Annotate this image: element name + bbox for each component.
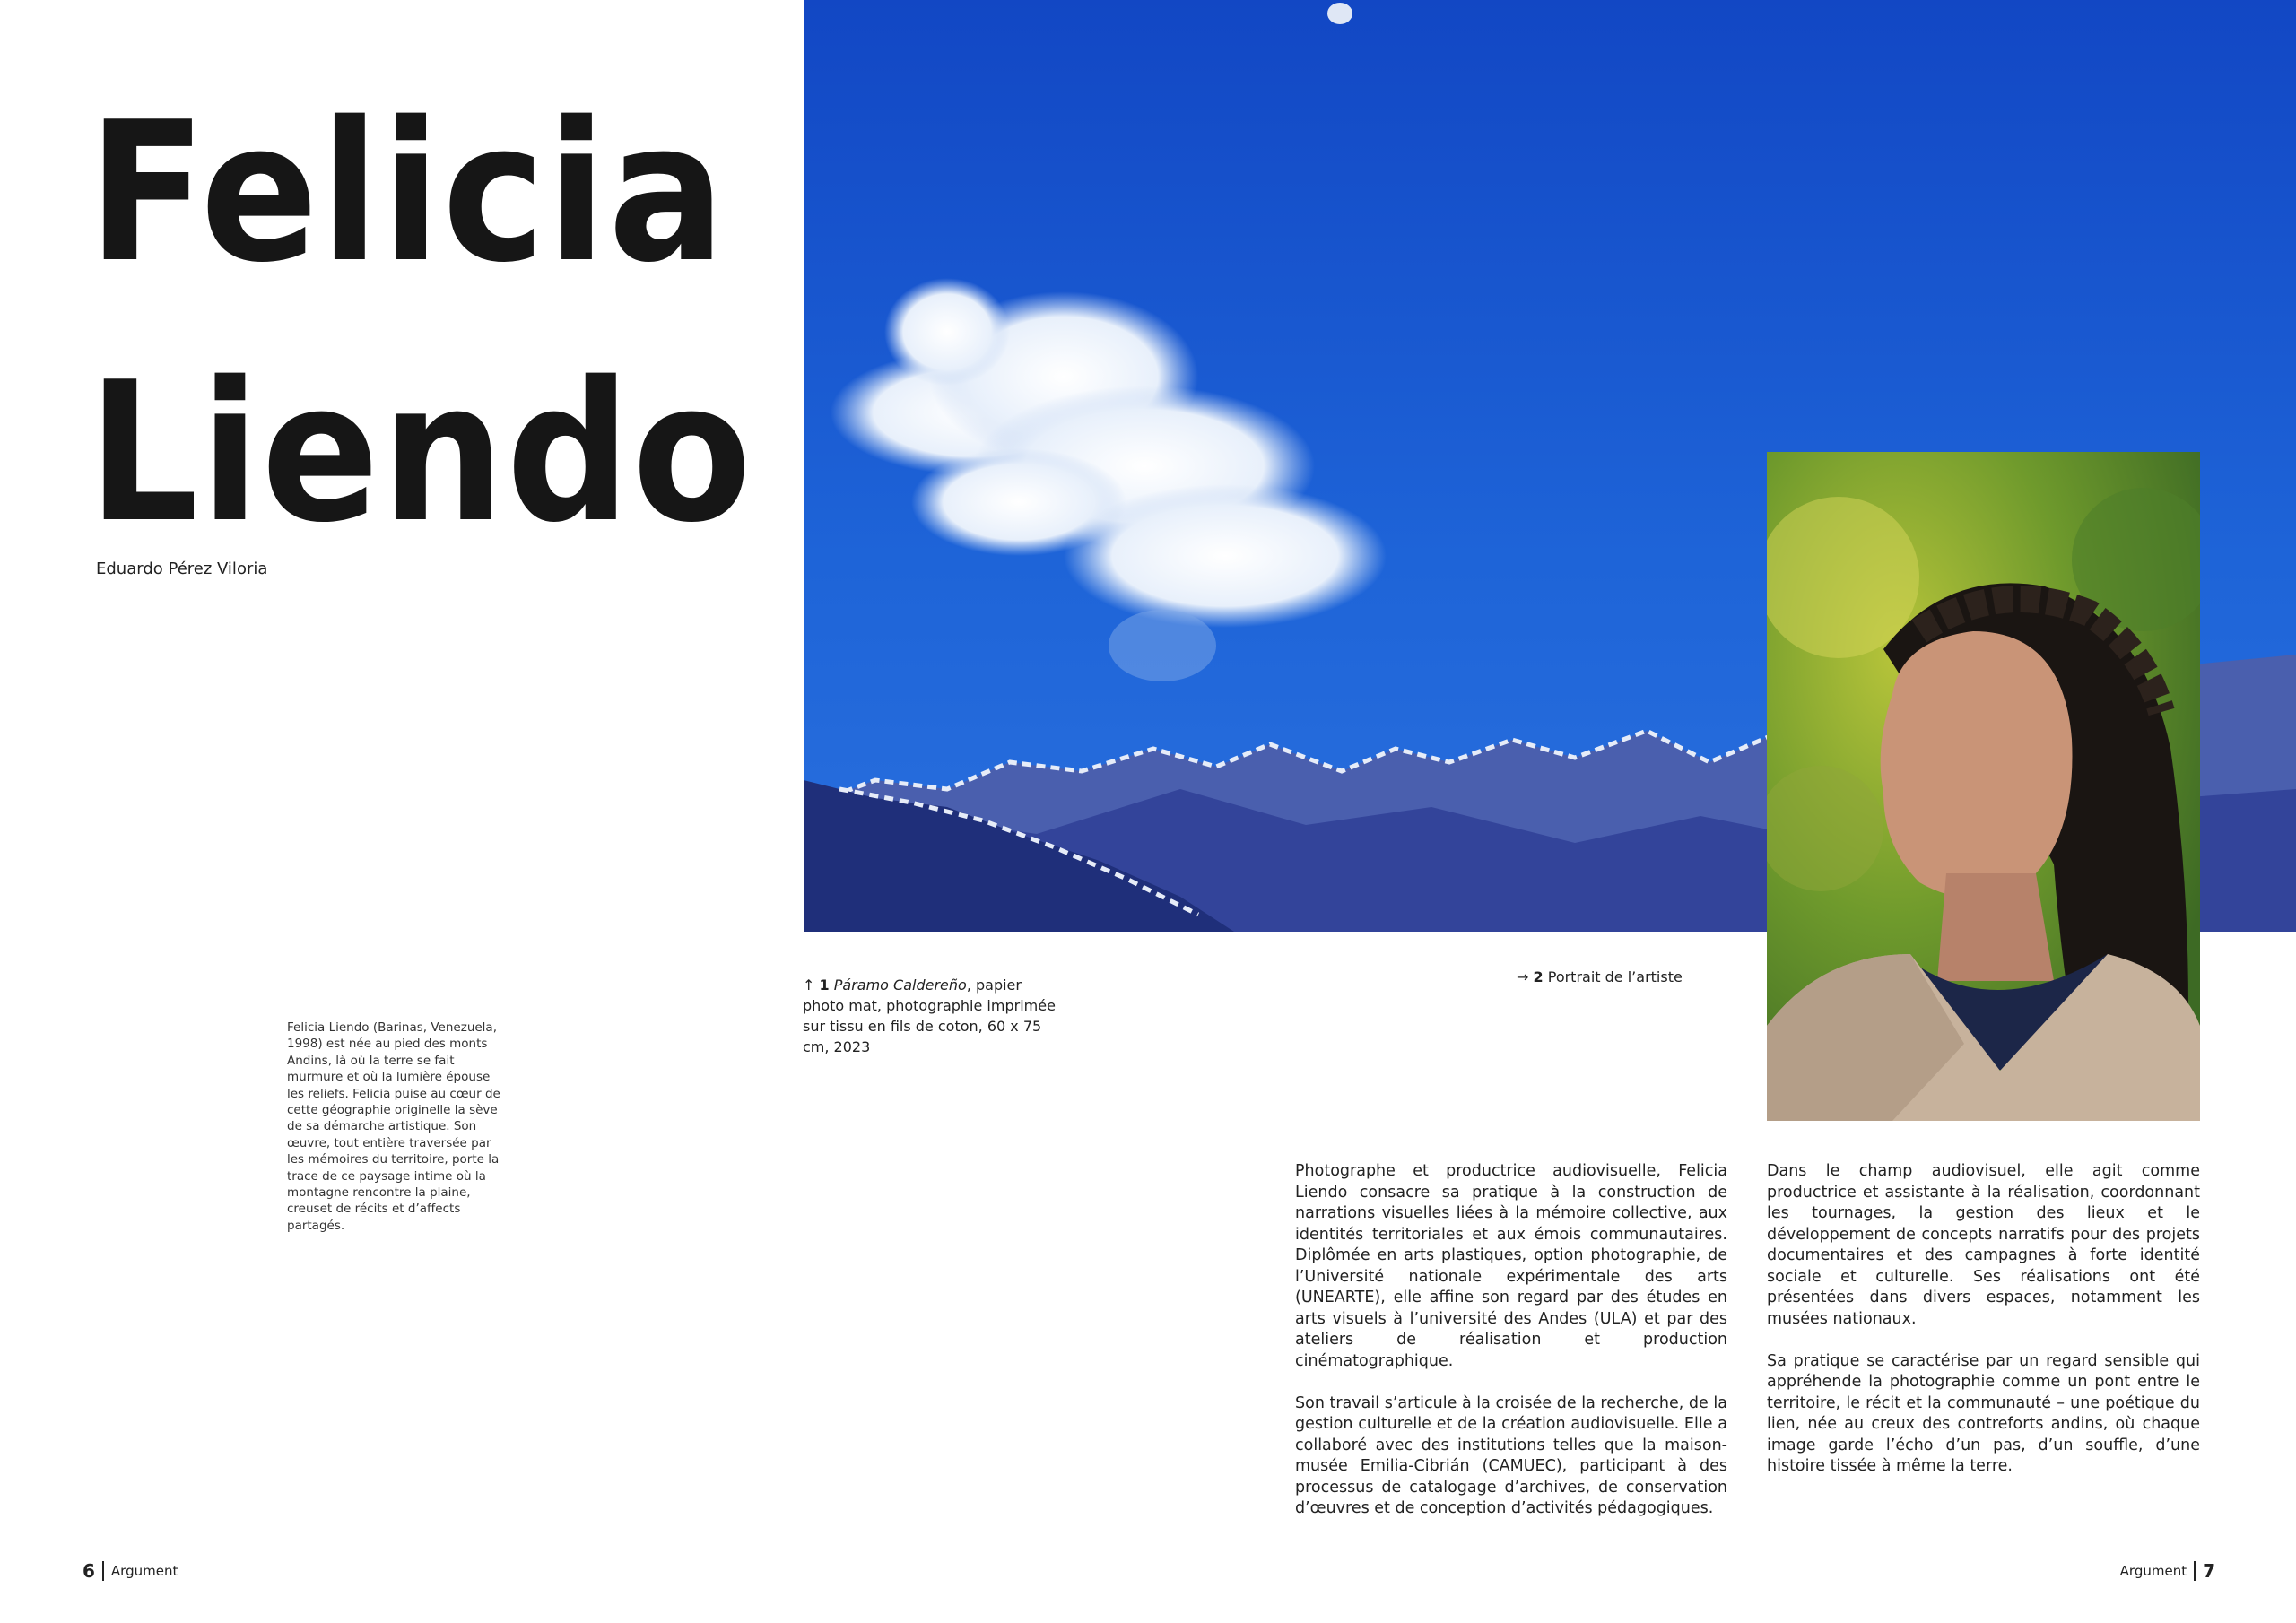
footer-right: [2120, 1560, 2215, 1582]
portrait-illustration: [1767, 452, 2200, 1121]
artwork-details: , papier photo mat, photographie imprimée sur tissu en fils de coton, 60 x 75 cm, 2023: [803, 976, 1056, 1055]
paragraph: Son travail s’articule à la croisée de la recherche, de la gestion culturelle et de la création audiovisuelle. Elle a collaboré avec des institutions telles que la maison-musée Emilia-Cibrián (CAMUEC), participant à des processus de catalogage d’archives, de conservation d’œuvres et de conception d’activités pédagogiques.: [1295, 1393, 1727, 1517]
author-name: Eduardo Pérez Viloria: [96, 560, 268, 578]
magazine-name: Argument: [2119, 1563, 2187, 1579]
paragraph: Dans le champ audiovisuel, elle agit comme productrice et assistante à la réalisation, coordonnant les tournages, la gestion des lieux et le développement de concepts narratifs pour des projets documentaires et des campagnes à forte identité sociale et culturelle. Ses réalisations ont été présentées dans divers espaces, notamment les musées nationaux.: [1767, 1162, 2200, 1328]
moon: [1327, 3, 1352, 24]
body-column-1: [1295, 1161, 1727, 1541]
artwork-title: Páramo Caldereño: [833, 976, 967, 994]
body-column-2: [1767, 1161, 2200, 1498]
caption-number: 1: [819, 976, 830, 994]
caption-landscape: [803, 975, 1063, 1057]
caption-number: 2: [1533, 968, 1544, 985]
arrow-right-icon: →: [1517, 968, 1529, 985]
footer-divider: [102, 1561, 104, 1581]
page-number: 7: [2203, 1560, 2215, 1582]
intro-text: Felicia Liendo (Barinas, Venezuela, 1998) est née au pied des monts Andins, là où la terre se fait murmure et où la lumière épouse les reliefs. Felicia puise au cœur de cette géographie originelle la sève de sa démarche artistique. Son œuvre, tout entière traversée par les mémoires du territoire, porte la trace de ce paysage intime où la montagne rencontre la plaine, creuset de récits et d’affects partagés.: [287, 1020, 500, 1233]
arrow-up-icon: ↑: [803, 976, 815, 994]
page-number: 6: [83, 1560, 95, 1582]
footer-divider: [2194, 1561, 2196, 1581]
title-line-1: Felicia: [88, 80, 727, 305]
footer-left: [83, 1560, 178, 1582]
caption-text: Portrait de l’artiste: [1547, 968, 1683, 985]
article-title: [88, 63, 753, 583]
artist-portrait: [1767, 452, 2200, 1121]
paragraph: Sa pratique se caractérise par un regard sensible qui appréhende la photographie comme un pont entre le territoire, le récit et la communauté – une poétique du lien, née au creux des contreforts andins, où chaque image garde l’écho d’un pas, d’un souffle, d’une histoire tissée à même la terre.: [1767, 1351, 2200, 1475]
title-line-2: Liendo: [88, 340, 753, 565]
caption-portrait: [1517, 967, 1732, 987]
magazine-name: Argument: [110, 1563, 178, 1579]
paragraph: Photographe et productrice audiovisuelle, Felicia Liendo consacre sa pratique à la construction de narrations visuelles liées à la mémoire collective, aux identités territoriales et aux émois communautaires. Diplômée en arts plastiques, option photographie, de l’Université nationale expérimentale des arts (UNEARTE), elle affine son regard par des études en arts visuels à l’université des Andes (ULA) et par des ateliers de réalisation et production cinématographique.: [1295, 1162, 1727, 1370]
